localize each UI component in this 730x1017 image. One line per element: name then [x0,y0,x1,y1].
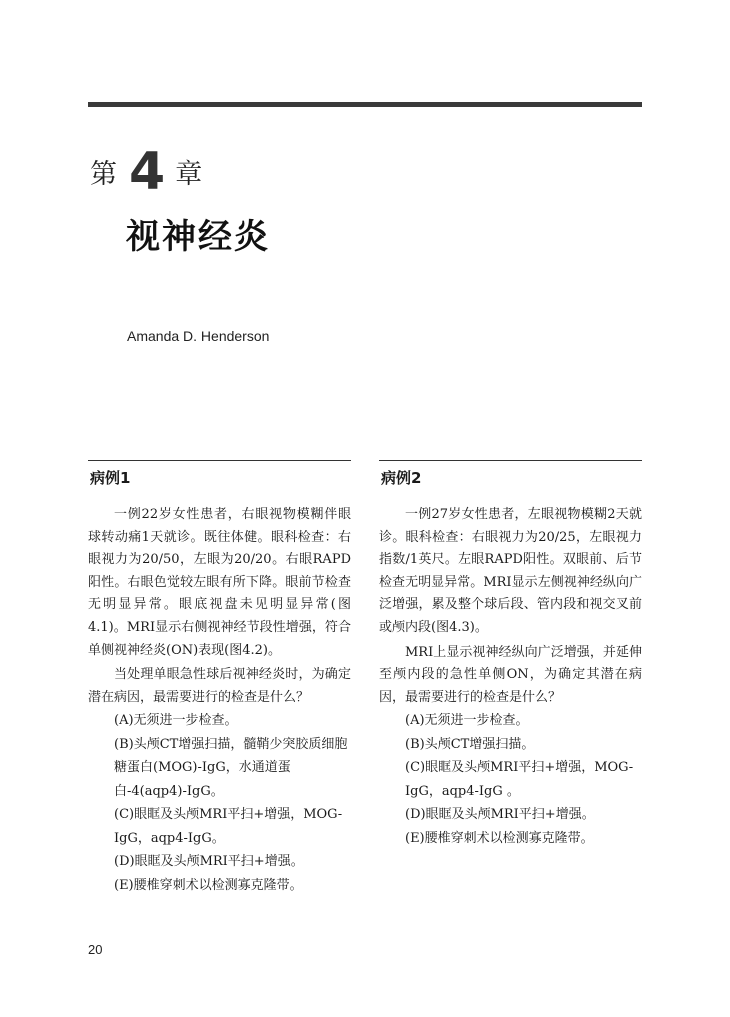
case1-question: 当处理单眼急性球后视神经炎时，为确定潜在病因，最需要进行的检查是什么？ [88,667,351,705]
case2-option-e: (E)腰椎穿刺术以检测寡克隆带。 [405,830,594,846]
author-name: Amanda D. Henderson [127,328,270,344]
case2-body [379,504,642,850]
case2-rule [379,460,642,461]
case2-option-b: (B)头颅CT增强扫描。 [405,736,535,752]
case1-option-d: (D)眼眶及头颅MRI平扫+增强。 [114,854,304,870]
chapter-number: 4 [129,142,166,202]
case2-question: MRI上显示视神经纵向广泛增强，并延伸至颅内段的急性单侧ON，为确定其潜在病因，最需要进行的检查是什么？ [379,644,642,705]
case1-option-e: (E)腰椎穿刺术以检测寡克隆带。 [114,877,303,893]
chapter-prefix: 第 [90,159,117,190]
case1-body [88,504,351,897]
case2-column [379,460,642,850]
case2-title: 病例2 [381,469,422,487]
case2-option-d: (D)眼眶及头颅MRI平扫+增强。 [405,807,595,823]
case1-option-b: (B)头颅CT增强扫描，髓鞘少突胶质细胞糖蛋白(MOG)-IgG，水通道蛋白-4(aqp4)-IgG。 [114,736,348,799]
chapter-title: 视神经炎 [126,217,270,257]
chapter-suffix: 章 [175,159,203,190]
chapter-heading [90,138,203,202]
case2-paragraph: 一例27岁女性患者，左眼视物模糊2天就诊。眼科检查：右眼视力为20/25，左眼视力指数/1英尺。左眼RAPD阳性。双眼前、后节检查无明显异常。MRI显示左侧视神经纵向广泛增强，累及整个球后段、管内段和视交叉前或颅内段(图4.3)。 [379,507,642,635]
case1-rule [88,460,351,461]
case1-title: 病例1 [90,469,131,487]
case2-option-a: (A)无须进一步检查。 [405,713,529,729]
case1-column [88,460,351,897]
page-number: 20 [88,942,103,957]
case2-option-c: (C)眼眶及头颅MRI平扫+增强，MOG-IgG，aqp4-IgG 。 [405,760,634,799]
case1-option-a: (A)无须进一步检查。 [114,713,238,729]
case1-paragraph: 一例22岁女性患者，右眼视物模糊伴眼球转动痛1天就诊。既往体健。眼科检查：右眼视力为20/50，左眼为20/20。右眼RAPD阳性。右眼色觉较左眼有所下降。眼前节检查无明显异常。眼底视盘未见明显异常(图4.1)。MRI显示右侧视神经节段性增强，符合单侧视神经炎(ON)表现(图4.2)。 [88,507,351,658]
top-rule [88,102,642,107]
case1-option-c: (C)眼眶及头颅MRI平扫+增强，MOG-IgG，aqp4-IgG。 [114,807,343,846]
